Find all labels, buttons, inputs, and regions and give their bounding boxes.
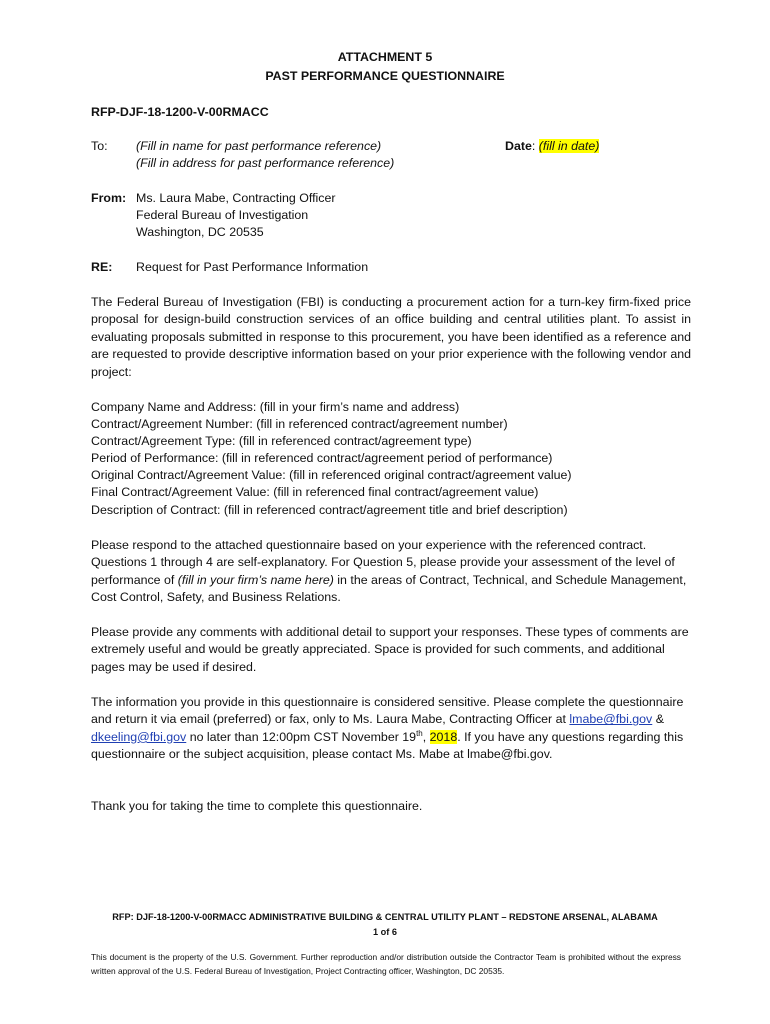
date-label: Date [505, 139, 532, 153]
re-subject: Request for Past Performance Information [136, 260, 369, 274]
footer-notice: This document is the property of the U.S. Government. Further reproduction and/or distribution outside the Contractor Team is prohibited without the express written approval of the U.S. Federal Bureau of Investigation, Project Contracting officer, Washington, DC 20535. [91, 952, 681, 976]
thanks-line: Thank you for taking the time to complete this questionnaire. [91, 799, 423, 813]
page-number: 1 of 6 [373, 927, 397, 937]
to-name-line: (Fill in name for past performance reference) [136, 139, 382, 153]
highlighted-year: 2018 [429, 729, 458, 744]
field-line: Period of Performance: (fill in referenced contract/agreement period of performance) [91, 451, 553, 465]
info-text-a: The information you provide in this questionnaire is considered sensitive. Please complete the questionnaire and return it via email (preferred) or fax, only to Ms. Laura Mabe, Contracting Officer at [91, 695, 684, 727]
field-line: Company Name and Address: (fill in your firm’s name and address) [91, 400, 460, 414]
respond-text-a: Please respond to the attached questionnaire based on your experience with the referenced contract. Questions 1 through 4 are self-explanatory. For Question 5, please provide your assessment of the level of performance of [91, 538, 675, 587]
email-link-keeling[interactable]: dkeeling@fbi.gov [91, 729, 187, 744]
email-link-mabe[interactable]: lmabe@fbi.gov [569, 712, 653, 727]
document-title: PAST PERFORMANCE QUESTIONNAIRE [265, 69, 505, 83]
from-label: From: [91, 191, 127, 205]
to-label: To: [91, 139, 108, 153]
info-comma: , [422, 729, 430, 744]
field-line: Contract/Agreement Number: (fill in referenced contract/agreement number) [91, 417, 508, 431]
re-label: RE: [91, 260, 113, 274]
attachment-heading: ATTACHMENT 5 [337, 50, 433, 64]
info-ampersand: & [652, 712, 664, 727]
from-line-3: Washington, DC 20535 [136, 225, 264, 239]
field-line: Final Contract/Agreement Value: (fill in referenced final contract/agreement value) [91, 485, 539, 499]
date-separator: : [531, 139, 539, 153]
info-paragraph [91, 694, 691, 764]
from-line-1: Ms. Laura Mabe, Contracting Officer [136, 191, 336, 205]
date-field [505, 138, 599, 155]
date-value: (fill in date) [538, 139, 600, 153]
respond-paragraph [91, 537, 691, 607]
info-text-b: no later than 12:00pm CST November 19 [186, 729, 417, 744]
info-text-c: . If you have any questions regarding this questionnaire or the subject acquisition, please contact Ms. Mabe at lmabe@fbi.gov. [91, 729, 684, 762]
comments-paragraph: Please provide any comments with additional detail to support your responses. These types of comments are extremely useful and would be greatly appreciated. Space is provided for such comments, and additional pages may be used if desired. [91, 625, 689, 674]
respond-firm-placeholder: (fill in your firm’s name here) [177, 572, 334, 587]
respond-text-b: in the areas of Contract, Technical, and Schedule Management, Cost Control, Safety, and Business Relations. [91, 572, 687, 605]
ordinal-suffix: th [416, 728, 423, 738]
field-line: Description of Contract: (fill in referenced contract/agreement title and brief description) [91, 503, 568, 517]
from-line-2: Federal Bureau of Investigation [136, 208, 309, 222]
footer-rfp-line: RFP: DJF-18-1200-V-00RMACC ADMINISTRATIVE BUILDING & CENTRAL UTILITY PLANT – REDSTONE ARSENAL, ALABAMA [112, 912, 658, 922]
to-address-line: (Fill in address for past performance reference) [136, 156, 395, 170]
intro-paragraph: The Federal Bureau of Investigation (FBI) is conducting a procurement action for a turn-key firm-fixed price proposal for design-build construction services of an office building and central utilities plant. To assist in evaluating proposals submitted in response to this procurement, you have been identified as a reference and are requested to provide descriptive information based on your prior experience with the following vendor and project: [91, 295, 691, 379]
field-line: Contract/Agreement Type: (fill in referenced contract/agreement type) [91, 434, 472, 448]
rfp-number: RFP-DJF-18-1200-V-00RMACC [91, 105, 269, 119]
field-line: Original Contract/Agreement Value: (fill in referenced original contract/agreement value) [91, 468, 572, 482]
